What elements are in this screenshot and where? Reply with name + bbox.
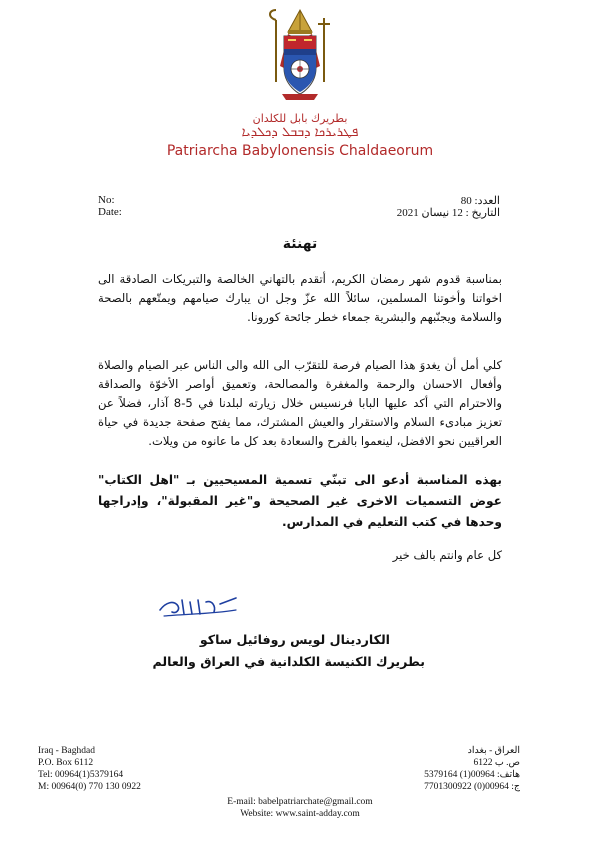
date-label: Date: — [98, 206, 122, 218]
document-date: التاريخ : 12 نيسان 2021 — [396, 207, 500, 219]
signatory-title: بطريرك الكنيسة الكلدانية في العراق والعالم — [152, 654, 425, 669]
footer-pobox: P.O. Box 6112 — [38, 758, 94, 768]
footer-city-arabic: العراق - بغداد — [467, 746, 520, 756]
no-label: No: — [98, 194, 115, 206]
footer-website: Website: www.saint-adday.com — [240, 809, 360, 819]
handwritten-signature — [156, 592, 242, 622]
paragraph-people-of-the-book: بهذه المناسبة أدعو الى تبنّي تسمية المسيحيين بـ "اهل الكتاب" عوض التسميات الاخرى غير الصحيحة و"غير المقبولة"، وإدراجها وحدها في كتب التعليم في المدارس. — [98, 473, 502, 529]
letter-title: تهنئة — [282, 236, 318, 252]
paragraph-ramadan-greeting: بمناسبة قدوم شهر رمضان الكريم، أتقدم بالتهاني الخالصة والتبريكات الصادقة الى اخواتنا وأخوتنا المسلمين، سائلاً الله عزّ وجل ان يبارك صيامهم ويمتّعهم بالصحة والسلامة ويجنّبهم والبشرية جمعاء خطر جائحة كورونا. — [98, 272, 502, 324]
footer-mobile-arabic: ج: 00964(0) 7701300922 — [424, 782, 520, 792]
footer-city: Iraq - Baghdad — [38, 746, 95, 756]
footer-telephone-arabic: هاتف: 00964(1) 5379164 — [424, 770, 520, 780]
letterhead-arabic-name: بطريرك بابل للكلدان — [252, 112, 348, 125]
patriarchal-crest-icon — [258, 6, 342, 110]
letterhead-latin-name: Patriarcha Babylonensis Chaldaeorum — [166, 143, 434, 159]
paragraph-fasting-hope: كلي أمل أن يغدوَ هذا الصيام فرصة للتقرّب الى الله والى الناس عبر الصيام والصلاة وأفعال الاحسان والرحمة والمغفرة والمصالحة، وتعميق أواصر الأخوّة والصداقة والاحترام التي أكد عليها البابا فرنسيس خلال زيارته لبلدنا في 5-8 آذار، فضلاً عن تعزيز مبادىء السلام والاستقرار والعيش المشترك، مما يفتح صفحة جديدة في حياة العراقيين نحو الافضل، لينعموا بالفرح والسعادة بعد كل ما عانوه من ويلات. — [98, 358, 502, 448]
letterhead-syriac-name: ܦܛܪܝܪܟܐ ܕܒܒܠ ܕܟܠܕܝܐ — [241, 125, 359, 140]
footer-email: E-mail: babelpatriarchate@gmail.com — [227, 797, 373, 807]
footer-pobox-arabic: ص. ب 6122 — [473, 758, 520, 768]
document-number: العدد: 80 — [460, 195, 500, 207]
signatory-name: الكاردينال لويس روفائيل ساكو — [199, 632, 390, 647]
footer-telephone: Tel: 00964(1)5379164 — [38, 770, 124, 780]
footer-mobile: M: 00964(0) 770 130 0922 — [38, 782, 141, 792]
closing-greeting: كل عام وانتم بالف خير — [392, 548, 502, 562]
